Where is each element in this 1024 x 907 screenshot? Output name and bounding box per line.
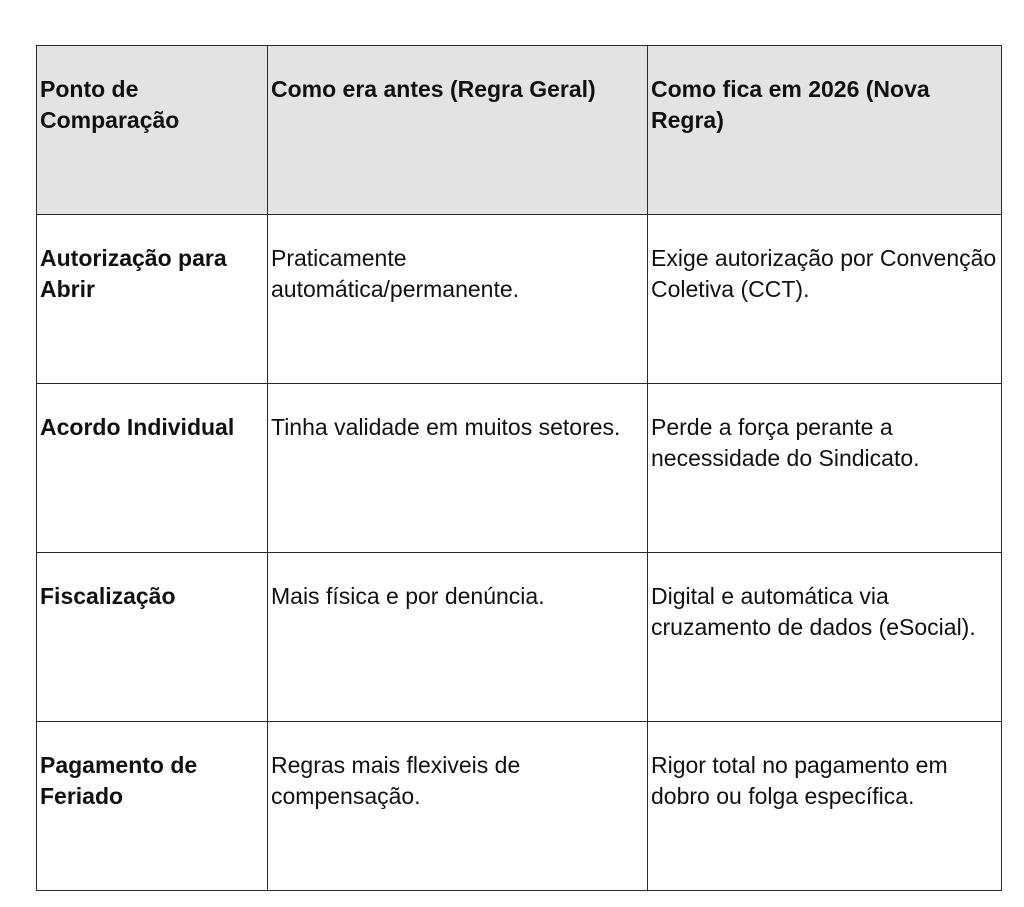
row-label: Fiscalização <box>37 553 268 722</box>
header-2026: Como fica em 2026 (Nova Regra) <box>648 46 1002 215</box>
header-row <box>37 46 1002 215</box>
table-row <box>37 553 1002 722</box>
table-body <box>37 215 1002 891</box>
row-label: Autorização para Abrir <box>37 215 268 384</box>
row-2026-cell: Perde a força perante a necessidade do Sindicato. <box>648 384 1002 553</box>
table-header <box>37 46 1002 215</box>
row-before-cell: Praticamente automática/permanente. <box>268 215 648 384</box>
header-comparison-point: Ponto de Comparação <box>37 46 268 215</box>
row-2026-cell: Rigor total no pagamento em dobro ou folga específica. <box>648 722 1002 891</box>
row-before-cell: Tinha validade em muitos setores. <box>268 384 648 553</box>
row-before-cell: Mais física e por denúncia. <box>268 553 648 722</box>
row-2026-cell: Digital e automática via cruzamento de dados (eSocial). <box>648 553 1002 722</box>
row-label: Acordo Individual <box>37 384 268 553</box>
comparison-table-container <box>36 45 1001 890</box>
table-row <box>37 215 1002 384</box>
table-row <box>37 722 1002 891</box>
row-label: Pagamento de Feriado <box>37 722 268 891</box>
row-before-cell: Regras mais flexiveis de compensação. <box>268 722 648 891</box>
table-row <box>37 384 1002 553</box>
comparison-table <box>36 45 1002 891</box>
header-before: Como era antes (Regra Geral) <box>268 46 648 215</box>
row-2026-cell: Exige autorização por Convenção Coletiva (CCT). <box>648 215 1002 384</box>
